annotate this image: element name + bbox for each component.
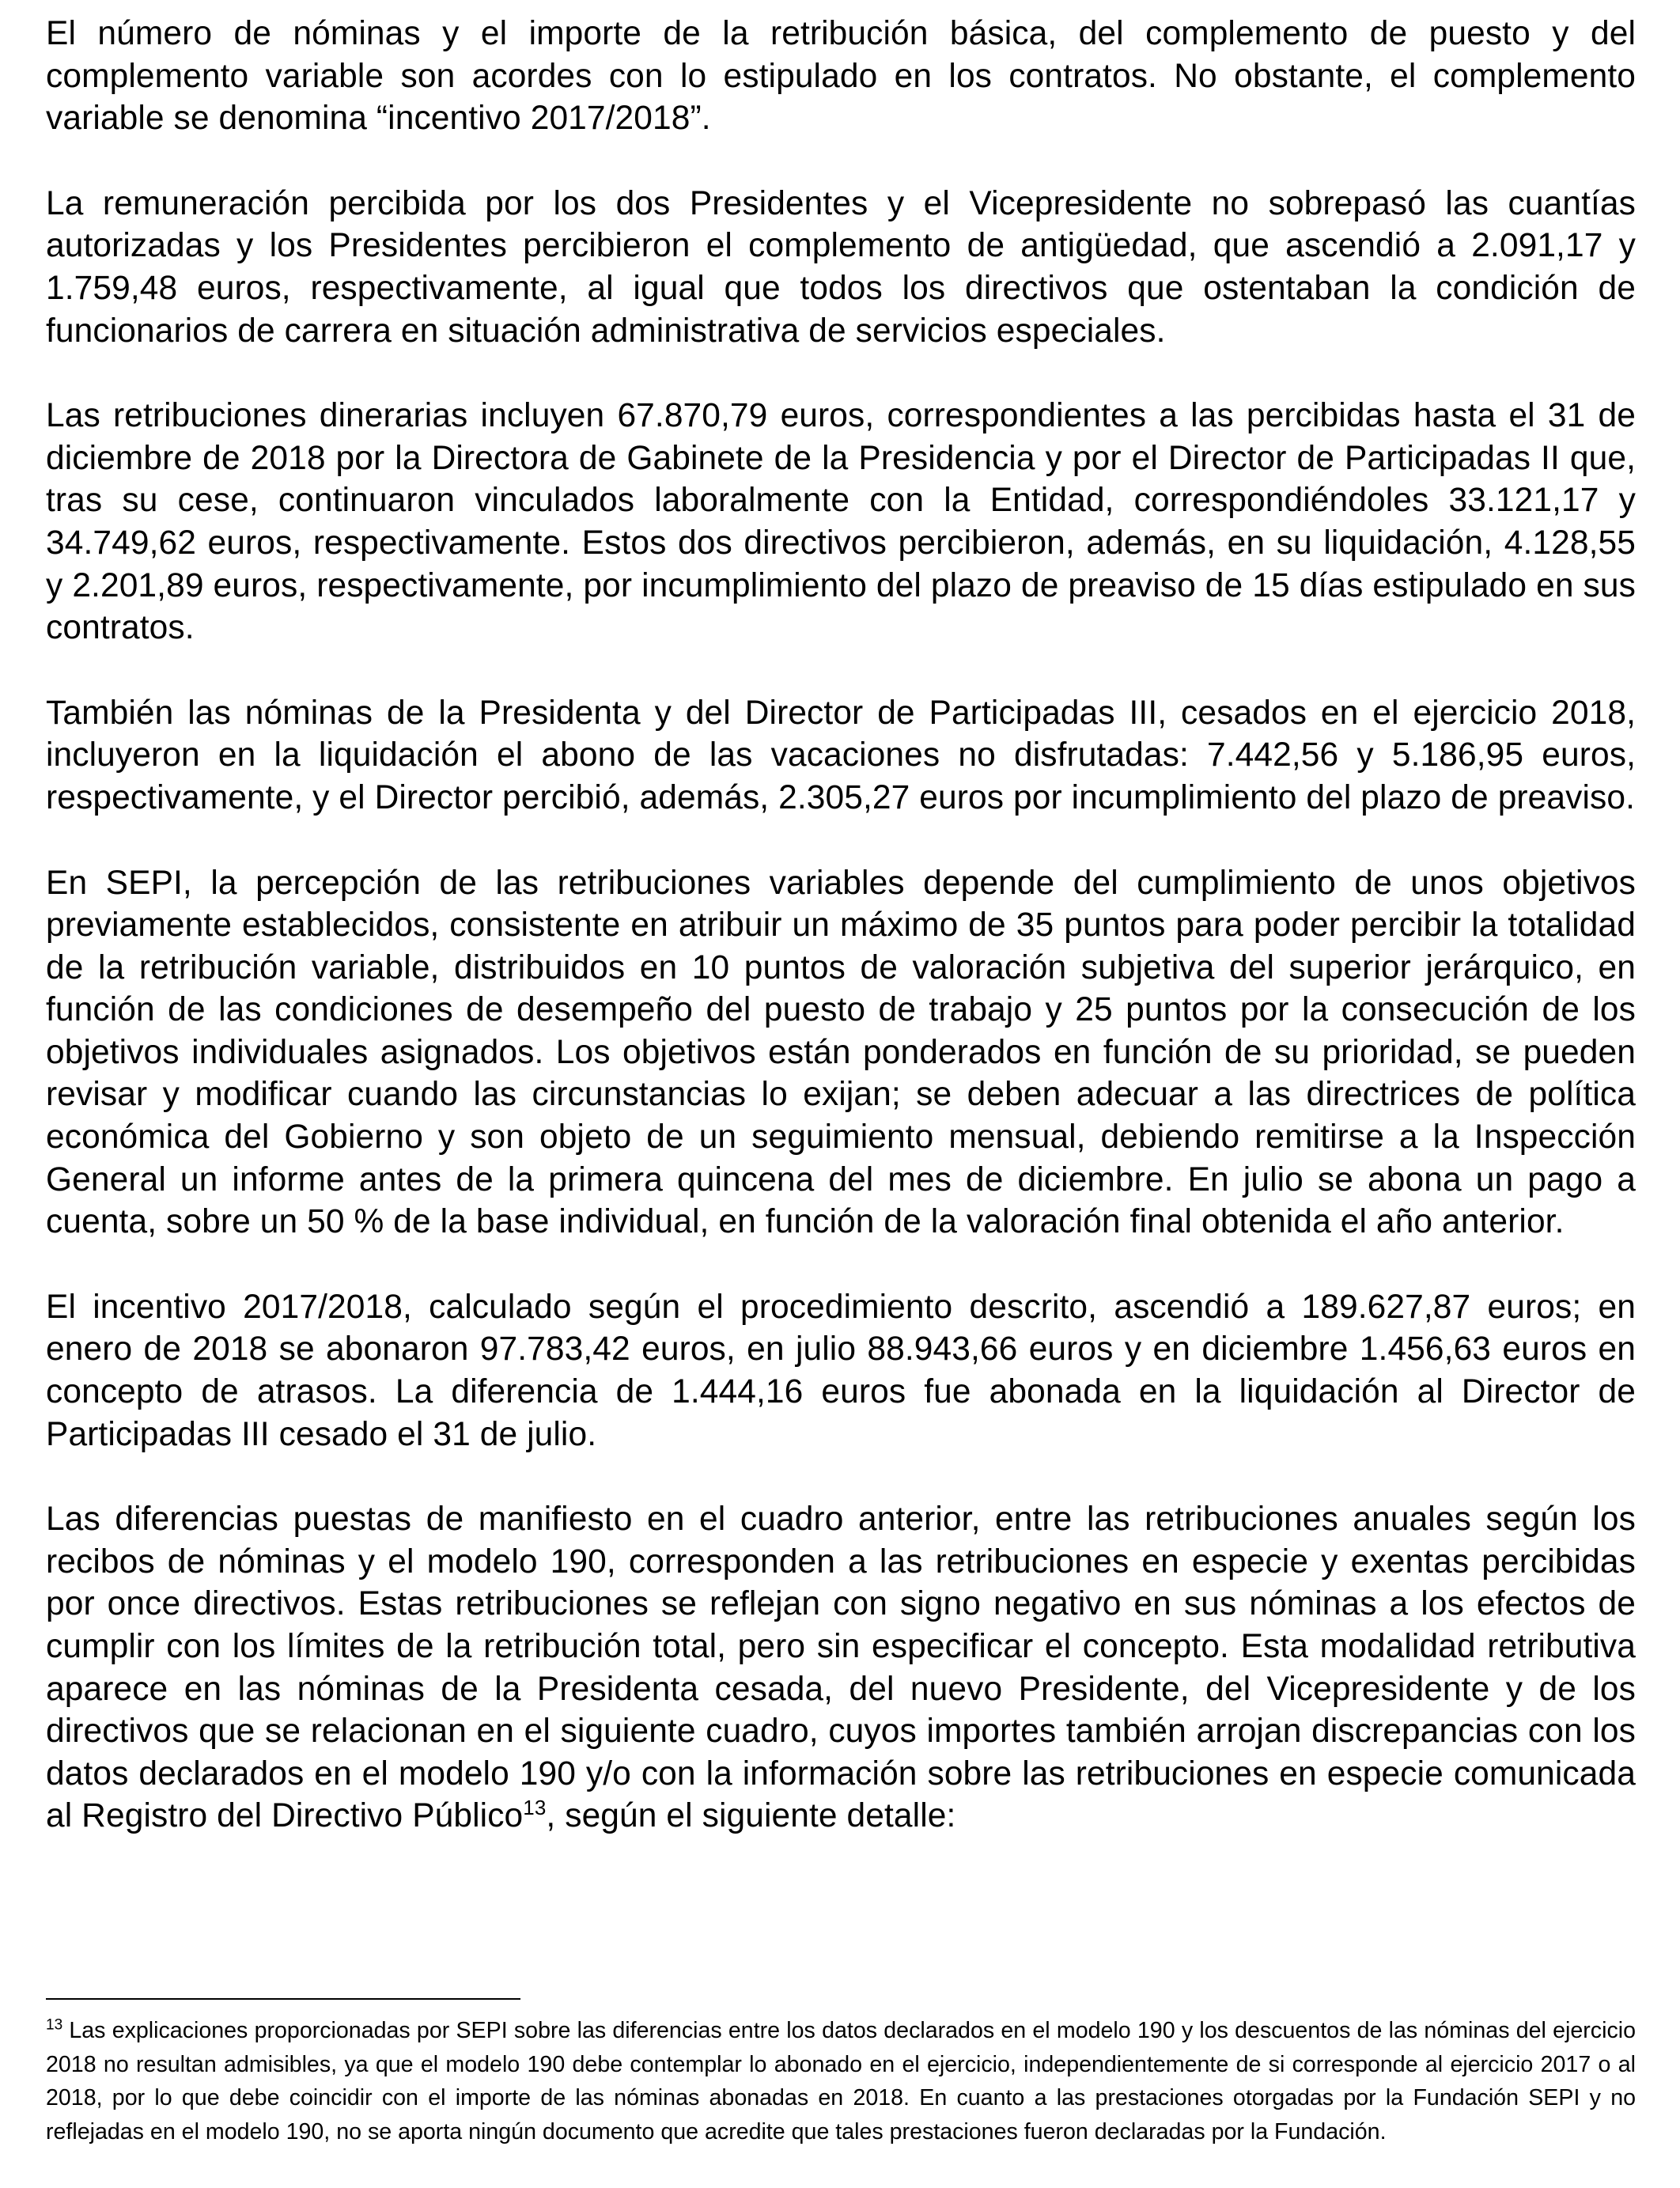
paragraph-3: Las retribuciones dinerarias incluyen 67.870,79 euros, correspondientes a las percibidas hasta el 31 de diciembre de 2018 por la Directora de Gabinete de la Presidencia y por el Director de Participadas II que, tras su cese, continuaron vinculados laboralmente con la Entidad, correspondiéndoles 33.121,17 y 34.749,62 euros, respectivamente. Estos dos directivos percibieron, además, en su liquidación, 4.128,55 y 2.201,89 euros, respectivamente, por incumplimiento del plazo de preaviso de 15 días estipulado en sus contratos. (46, 397, 1636, 647)
paragraph-7-tail: , según el siguiente detalle: (546, 1797, 956, 1835)
paragraph-7 (46, 1498, 1636, 1838)
paragraph-5: En SEPI, la percepción de las retribuciones variables depende del cumplimiento de unos objetivos previamente establecidos, consistente en atribuir un máximo de 35 puntos para poder percibir la totalidad de la retribución variable, distribuidos en 10 puntos de valoración subjetiva del superior jerárquico, en función de las condiciones de desempeño del puesto de trabajo y 25 puntos por la consecución de los objetivos individuales asignados. Los objetivos están ponderados en función de su prioridad, se pueden revisar y modificar cuando las circunstancias lo exijan; se deben adecuar a las directrices de política económica del Gobierno y son objeto de un seguimiento mensual, debiendo remitirse a la Inspección General un informe antes de la primera quincena del mes de diciembre. En julio se abona un pago a cuenta, sobre un 50 % de la base individual, en función de la valoración final obtenida el año anterior. (46, 864, 1636, 1241)
paragraph-6: El incentivo 2017/2018, calculado según el procedimiento descrito, ascendió a 189.627,87 euros; en enero de 2018 se abonaron 97.783,42 euros, en julio 88.943,66 euros y en diciembre 1.456,63 euros en concepto de atrasos. La diferencia de 1.444,16 euros fue abonada en la liquidación al Director de Participadas III cesado el 31 de julio. (46, 1288, 1636, 1453)
footnote-reference: 13 (523, 1796, 547, 1820)
footnote-number: 13 (46, 2016, 63, 2034)
paragraph-4: También las nóminas de la Presidenta y del Director de Participadas III, cesados en el ejercicio 2018, incluyeron en la liquidación el abono de las vacaciones no disfrutadas: 7.442,56 y 5.186,95 euros, respectivamente, y el Director percibió, además, 2.305,27 euros por incumplimiento del plazo de preaviso. (46, 694, 1636, 816)
footnote-text: Las explicaciones proporcionadas por SEPI sobre las diferencias entre los datos declarados en el modelo 190 y los descuentos de las nóminas del ejercicio 2018 no resultan admisibles, ya que el modelo 190 debe contemplar lo abonado en el ejercicio, independientemente de si corresponde al ejercicio 2017 o al 2018, por lo que debe coincidir con el importe de las nóminas abonadas en 2018. En cuanto a las prestaciones otorgadas por la Fundación SEPI y no reflejadas en el modelo 190, no se aporta ningún documento que acredite que tales prestaciones fueron declaradas por la Fundación. (46, 2018, 1636, 2144)
footnote-separator (46, 1998, 520, 2000)
paragraph-2: La remuneración percibida por los dos Presidentes y el Vicepresidente no sobrepasó las cuantías autorizadas y los Presidentes percibieron el complemento de antigüedad, que ascendió a 2.091,17 y 1.759,48 euros, respectivamente, al igual que todos los directivos que ostentaban la condición de funcionarios de carrera en situación administrativa de servicios especiales. (46, 184, 1636, 350)
footnote (46, 2014, 1636, 2148)
page-body (46, 13, 1636, 1880)
paragraph-7-text: Las diferencias puestas de manifiesto en el cuadro anterior, entre las retribuciones anuales según los recibos de nóminas y el modelo 190, corresponden a las retribuciones en especie y exentas percibidas por once directivos. Estas retribuciones se reflejan con signo negativo en sus nóminas a los efectos de cumplir con los límites de la retribución total, pero sin especificar el concepto. Esta modalidad retributiva aparece en las nóminas de la Presidenta cesada, del nuevo Presidente, del Vicepresidente y de los directivos que se relacionan en el siguiente cuadro, cuyos importes también arrojan discrepancias con los datos declarados en el modelo 190 y/o con la información sobre las retribuciones en especie comunicada al Registro del Directivo Público (46, 1501, 1636, 1835)
paragraph-1: El número de nóminas y el importe de la retribución básica, del complemento de puesto y del complemento variable son acordes con lo estipulado en los contratos. No obstante, el complemento variable se denomina “incentivo 2017/2018”. (46, 15, 1636, 138)
